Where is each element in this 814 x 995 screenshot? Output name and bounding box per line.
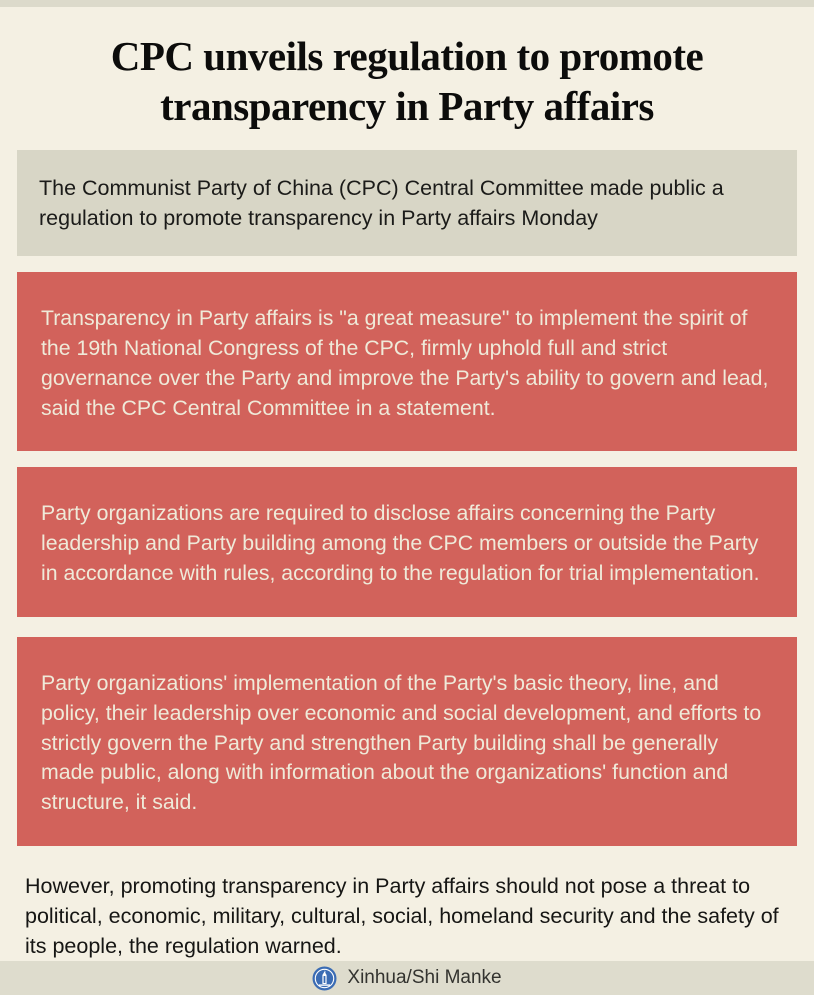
highlight-box-1: Transparency in Party affairs is "a great measure" to implement the spirit of the 19th National Congress of the CPC, firmly uphold full and strict governance over the Party and improve the Party's ability to govern and lead, said the CPC Central Committee in a statement. <box>17 272 797 451</box>
photo-credit-label: Xinhua/Shi Manke <box>347 967 502 989</box>
intro-text-box: The Communist Party of China (CPC) Central Committee made public a regulation to promote transparency in Party affairs Monday <box>17 150 797 256</box>
xinhua-logo-icon <box>312 966 337 991</box>
top-border-strip <box>0 0 814 7</box>
closing-paragraph: However, promoting transparency in Party affairs should not pose a threat to political, economic, military, cultural, social, homeland security and the safety of its people, the regulation warned. <box>25 873 779 959</box>
highlight-box-2: Party organizations are required to disclose affairs concerning the Party leadership and Party building among the CPC members or outside the Party in accordance with rules, according to the regulation for trial implementation. <box>17 467 797 616</box>
highlight-box-3: Party organizations' implementation of the Party's basic theory, line, and policy, their leadership over economic and social development, and efforts to strictly govern the Party and strengthen Party building shall be generally made public, along with information about the organizations' function and structure, it said. <box>17 637 797 846</box>
credit-bar <box>0 961 814 995</box>
page-title: CPC unveils regulation to promote transparency in Party affairs <box>110 33 704 130</box>
